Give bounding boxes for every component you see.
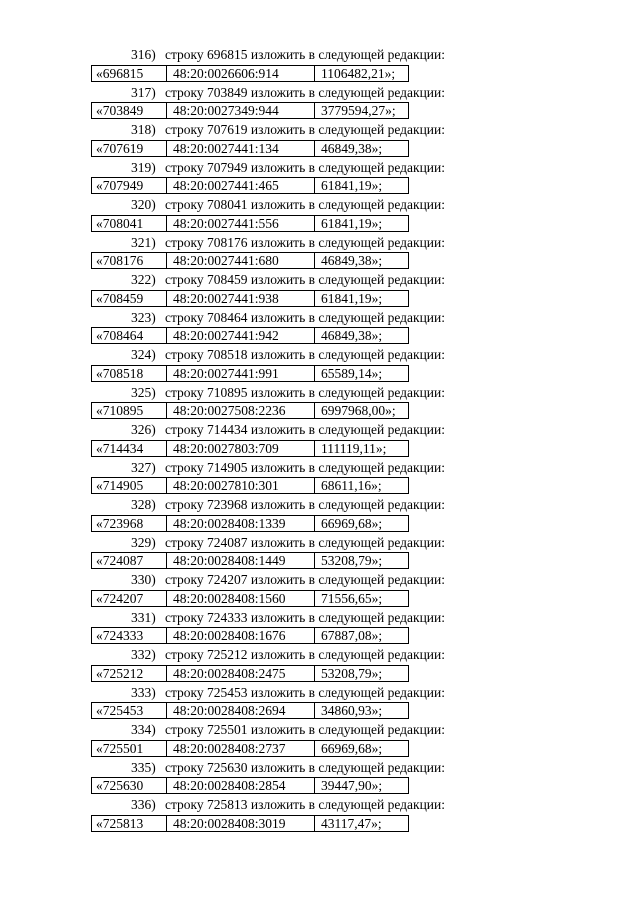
value-cell: 3779594,27»; [321,103,396,118]
row-code-cell: «725813 [92,816,167,831]
value-cell: 66969,68»; [321,740,383,756]
value-cell: 1106482,21»; [321,65,396,81]
value-cell: 71556,65»; [321,590,383,606]
instruction-text: строку 724333 изложить в следующей редакции: [165,609,446,625]
value-cell: 46849,38»; [321,253,383,268]
cadastral-number-cell: 48:20:0027441:991 [167,366,315,381]
cadastral-number-cell: 48:20:0028408:2694 [167,703,315,718]
cadastral-number-cell: 48:20:0027349:944 [167,103,315,118]
cadastral-number-cell: 48:20:0028408:1676 [167,628,315,643]
row-code-cell: «696815 [92,66,167,81]
value-cell: 53208,79»; [321,665,383,681]
cadastral-number-cell: 48:20:0028408:1449 [167,553,315,568]
instruction-text: строку 725212 изложить в следующей редакции: [165,647,446,662]
value-cell: 6997968,00»; [321,403,396,418]
value-cell: 34860,93»; [321,703,383,718]
cadastral-number-cell: 48:20:0028408:2854 [167,778,315,793]
instruction-text: строку 708176 изложить в следующей редакции: [165,234,446,250]
amendment-entry [0,346,640,384]
value-cell: 61841,19»; [321,215,383,231]
value-cell: 68611,16»; [321,478,382,493]
amendment-instruction [131,646,445,664]
amendment-instruction [131,459,445,477]
item-number: 327) [131,459,156,475]
instruction-text: строку 725453 изложить в следующей редакции: [165,684,446,700]
cadastral-number-cell: 48:20:0027803:709 [167,441,315,456]
amendment-instruction [131,796,445,814]
table-row [91,777,409,794]
row-code-cell: «724087 [92,553,167,568]
value-cell: 46849,38»; [321,140,383,156]
instruction-text: строку 708464 изложить в следующей редакции: [165,309,446,325]
instruction-text: строку 707619 изложить в следующей редакции: [165,122,446,137]
value-cell: 43117,47»; [321,815,382,831]
amendment-instruction [131,234,445,252]
amendment-entry [0,309,640,347]
amendment-instruction [131,421,445,439]
table-row [91,140,409,157]
cadastral-number-cell: 48:20:0028408:1560 [167,591,315,606]
item-number: 329) [131,534,156,550]
amendment-instruction [131,121,445,139]
table-row [91,815,409,832]
cadastral-number-cell: 48:20:0027441:465 [167,178,315,193]
item-number: 328) [131,497,156,512]
table-row [91,102,409,119]
instruction-text: строку 696815 изложить в следующей редакции: [165,47,446,62]
item-number: 322) [131,272,156,287]
amendment-entry [0,721,640,759]
amendment-entry [0,496,640,534]
cadastral-number-cell: 48:20:0028408:1339 [167,516,315,531]
row-code-cell: «710895 [92,403,167,418]
amendment-instruction [131,346,445,364]
amendment-entry [0,121,640,159]
amendment-entry [0,646,640,684]
row-code-cell: «725630 [92,778,167,793]
table-row [91,590,409,607]
row-code-cell: «703849 [92,103,167,118]
item-number: 335) [131,759,156,775]
table-row [91,665,409,682]
item-number: 332) [131,647,156,662]
value-cell: 61841,19»; [321,290,383,306]
item-number: 320) [131,197,156,212]
amendment-entry [0,46,640,84]
amendment-instruction [131,159,445,177]
value-cell: 65589,14»; [321,365,383,381]
row-code-cell: «708459 [92,291,167,306]
row-code-cell: «708464 [92,328,167,343]
item-number: 333) [131,684,156,700]
row-code-cell: «714905 [92,478,167,493]
item-number: 336) [131,797,156,812]
table-row [91,440,409,457]
table-row [91,552,409,569]
amendment-entry [0,196,640,234]
table-row [91,702,409,719]
amendment-instruction [131,46,445,64]
table-row [91,402,409,419]
item-number: 326) [131,422,156,437]
amendment-instruction [131,384,445,402]
item-number: 331) [131,609,156,625]
amendment-instruction [131,84,445,102]
table-row [91,365,409,382]
amendment-entry [0,234,640,272]
amendment-entry [0,159,640,197]
row-code-cell: «708176 [92,253,167,268]
amendment-instruction [131,309,445,327]
item-number: 316) [131,47,156,62]
amendment-entry [0,796,640,834]
value-cell: 111119,11»; [321,440,387,456]
table-row [91,252,409,269]
cadastral-number-cell: 48:20:0027441:556 [167,216,315,231]
item-number: 324) [131,347,156,362]
instruction-text: строку 714905 изложить в следующей редакции: [165,459,446,475]
cadastral-number-cell: 48:20:0027441:680 [167,253,315,268]
amendment-instruction [131,721,445,739]
value-cell: 66969,68»; [321,515,383,531]
amendment-entry [0,84,640,122]
instruction-text: строку 725501 изложить в следующей редакции: [165,722,446,737]
instruction-text: строку 724207 изложить в следующей редакции: [165,572,446,587]
instruction-text: строку 714434 изложить в следующей редакции: [165,422,446,437]
table-row [91,327,409,344]
instruction-text: строку 708518 изложить в следующей редакции: [165,347,446,362]
row-code-cell: «725212 [92,666,167,681]
row-code-cell: «708041 [92,216,167,231]
amendment-list [0,46,640,834]
row-code-cell: «724207 [92,591,167,606]
row-code-cell: «725453 [92,703,167,718]
table-row [91,515,409,532]
amendment-instruction [131,609,445,627]
amendment-entry [0,684,640,722]
amendment-instruction [131,496,445,514]
instruction-text: строку 708459 изложить в следующей редакции: [165,272,446,287]
item-number: 325) [131,384,156,400]
instruction-text: строку 725813 изложить в следующей редакции: [165,797,446,812]
amendment-entry [0,571,640,609]
row-code-cell: «723968 [92,516,167,531]
instruction-text: строку 724087 изложить в следующей редакции: [165,534,446,550]
cadastral-number-cell: 48:20:0027441:938 [167,291,315,306]
cadastral-number-cell: 48:20:0027441:942 [167,328,315,343]
amendment-entry [0,534,640,572]
table-row [91,740,409,757]
cadastral-number-cell: 48:20:0028408:2475 [167,666,315,681]
table-row [91,477,409,494]
table-row [91,215,409,232]
amendment-entry [0,271,640,309]
amendment-entry [0,609,640,647]
cadastral-number-cell: 48:20:0026606:914 [167,66,315,81]
row-code-cell: «714434 [92,441,167,456]
instruction-text: строку 710895 изложить в следующей редакции: [165,384,446,400]
item-number: 334) [131,722,156,737]
item-number: 319) [131,159,156,175]
row-code-cell: «725501 [92,741,167,756]
table-row [91,177,409,194]
row-code-cell: «724333 [92,628,167,643]
row-code-cell: «707949 [92,178,167,193]
amendment-entry [0,421,640,459]
item-number: 317) [131,84,156,100]
row-code-cell: «707619 [92,141,167,156]
value-cell: 67887,08»; [321,628,383,643]
amendment-entry [0,759,640,797]
amendment-instruction [131,534,445,552]
value-cell: 61841,19»; [321,178,383,193]
amendment-entry [0,384,640,422]
amendment-entry [0,459,640,497]
table-row [91,65,409,82]
amendment-instruction [131,271,445,289]
amendment-instruction [131,196,445,214]
row-code-cell: «708518 [92,366,167,381]
cadastral-number-cell: 48:20:0028408:3019 [167,816,315,831]
amendment-instruction [131,684,445,702]
instruction-text: строку 703849 изложить в следующей редакции: [165,84,446,100]
table-row [91,627,409,644]
item-number: 321) [131,234,156,250]
value-cell: 46849,38»; [321,328,383,343]
cadastral-number-cell: 48:20:0027508:2236 [167,403,315,418]
cadastral-number-cell: 48:20:0027810:301 [167,478,315,493]
amendment-instruction [131,759,445,777]
instruction-text: строку 707949 изложить в следующей редакции: [165,159,446,175]
amendment-instruction [131,571,445,589]
value-cell: 39447,90»; [321,778,383,793]
value-cell: 53208,79»; [321,553,383,568]
item-number: 318) [131,122,156,137]
table-row [91,290,409,307]
item-number: 323) [131,309,156,325]
instruction-text: строку 723968 изложить в следующей редакции: [165,497,446,512]
cadastral-number-cell: 48:20:0027441:134 [167,141,315,156]
instruction-text: строку 725630 изложить в следующей редакции: [165,759,446,775]
instruction-text: строку 708041 изложить в следующей редакции: [165,197,446,212]
cadastral-number-cell: 48:20:0028408:2737 [167,741,315,756]
item-number: 330) [131,572,156,587]
